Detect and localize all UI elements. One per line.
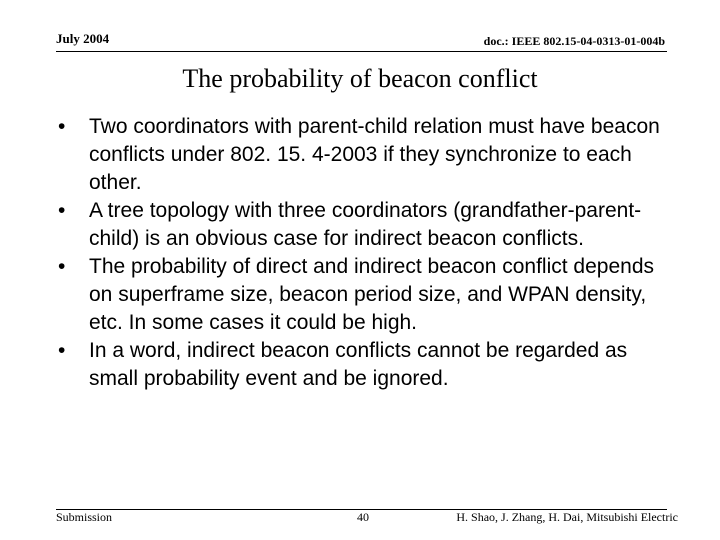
- header-divider: [56, 51, 667, 52]
- footer-page-number: 40: [357, 510, 369, 524]
- bullet-item: [56, 253, 676, 337]
- header-date: July 2004: [56, 31, 110, 46]
- footer-submission: Submission: [56, 510, 113, 524]
- bullet-text: A tree topology with three coordinators (grandfather-parent-child) is an obvious case for indirect beacon conflicts.: [89, 199, 642, 250]
- bullet-text: Two coordinators with parent-child relation must have beacon conflicts under 802. 15. 4-2003 if they synchronize to each other.: [89, 115, 660, 194]
- bullet-list: [56, 113, 676, 393]
- bullet-icon: •: [58, 255, 66, 278]
- header-doc-id: doc.: IEEE 802.15-04-0313-01-004b: [483, 34, 665, 48]
- footer-authors: H. Shao, J. Zhang, H. Dai, Mitsubishi Electric: [456, 510, 678, 524]
- bullet-icon: •: [58, 199, 66, 222]
- bullet-text: The probability of direct and indirect beacon conflict depends on superframe size, beacon period size, and WPAN density, etc. In some cases it could be high.: [89, 255, 655, 334]
- slide-title: The probability of beacon conflict: [182, 64, 538, 93]
- bullet-text: In a word, indirect beacon conflicts cannot be regarded as small probability event and be ignored.: [89, 339, 628, 390]
- bullet-item: [56, 337, 676, 393]
- bullet-icon: •: [58, 339, 66, 362]
- bullet-item: [56, 113, 676, 197]
- bullet-icon: •: [58, 115, 66, 138]
- bullet-item: [56, 197, 676, 253]
